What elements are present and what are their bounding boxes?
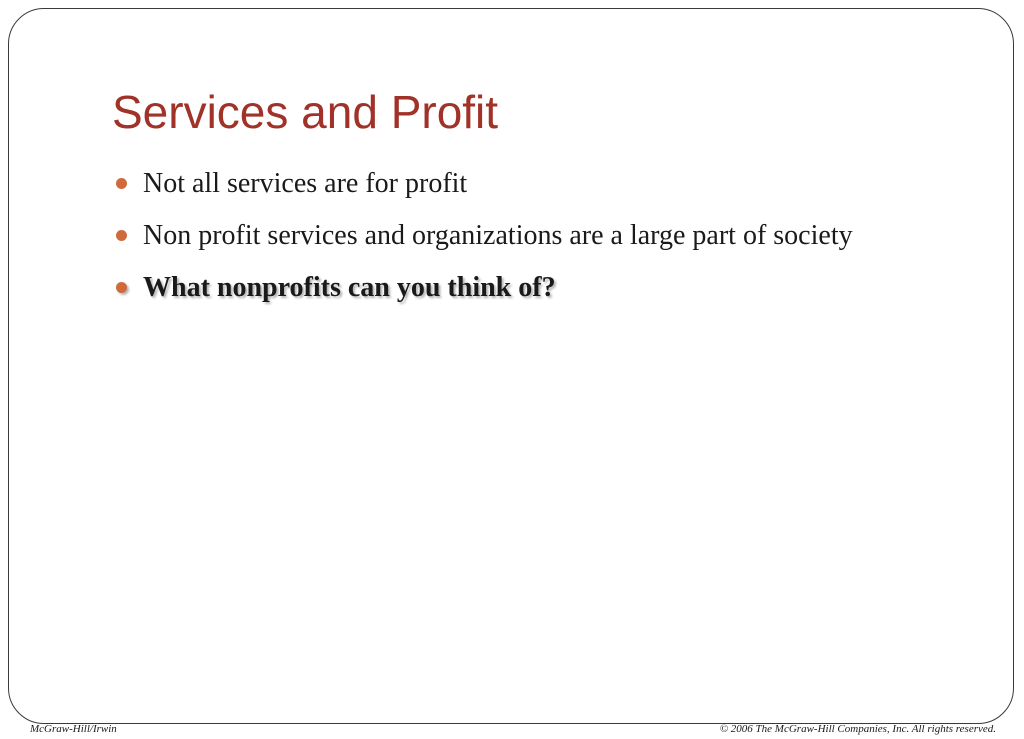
footer-publisher: McGraw-Hill/Irwin [30, 723, 117, 735]
bullet-item [112, 162, 912, 206]
bullet-text: Not all services are for profit [143, 168, 468, 199]
bullet-text: Non profit services and organizations are a large part of society [143, 220, 853, 251]
bullet-text-question: What nonprofits can you think of? [143, 272, 556, 303]
footer-copyright: © 2006 The McGraw-Hill Companies, Inc. All rights reserved. [719, 723, 996, 735]
bullet-list [112, 162, 912, 318]
bullet-dot-icon [116, 230, 127, 241]
bullet-item [112, 214, 912, 258]
bullet-dot-icon [116, 282, 127, 293]
bullet-item-question [112, 266, 912, 310]
slide-title: Services and Profit [112, 86, 499, 138]
bullet-dot-icon [116, 178, 127, 189]
